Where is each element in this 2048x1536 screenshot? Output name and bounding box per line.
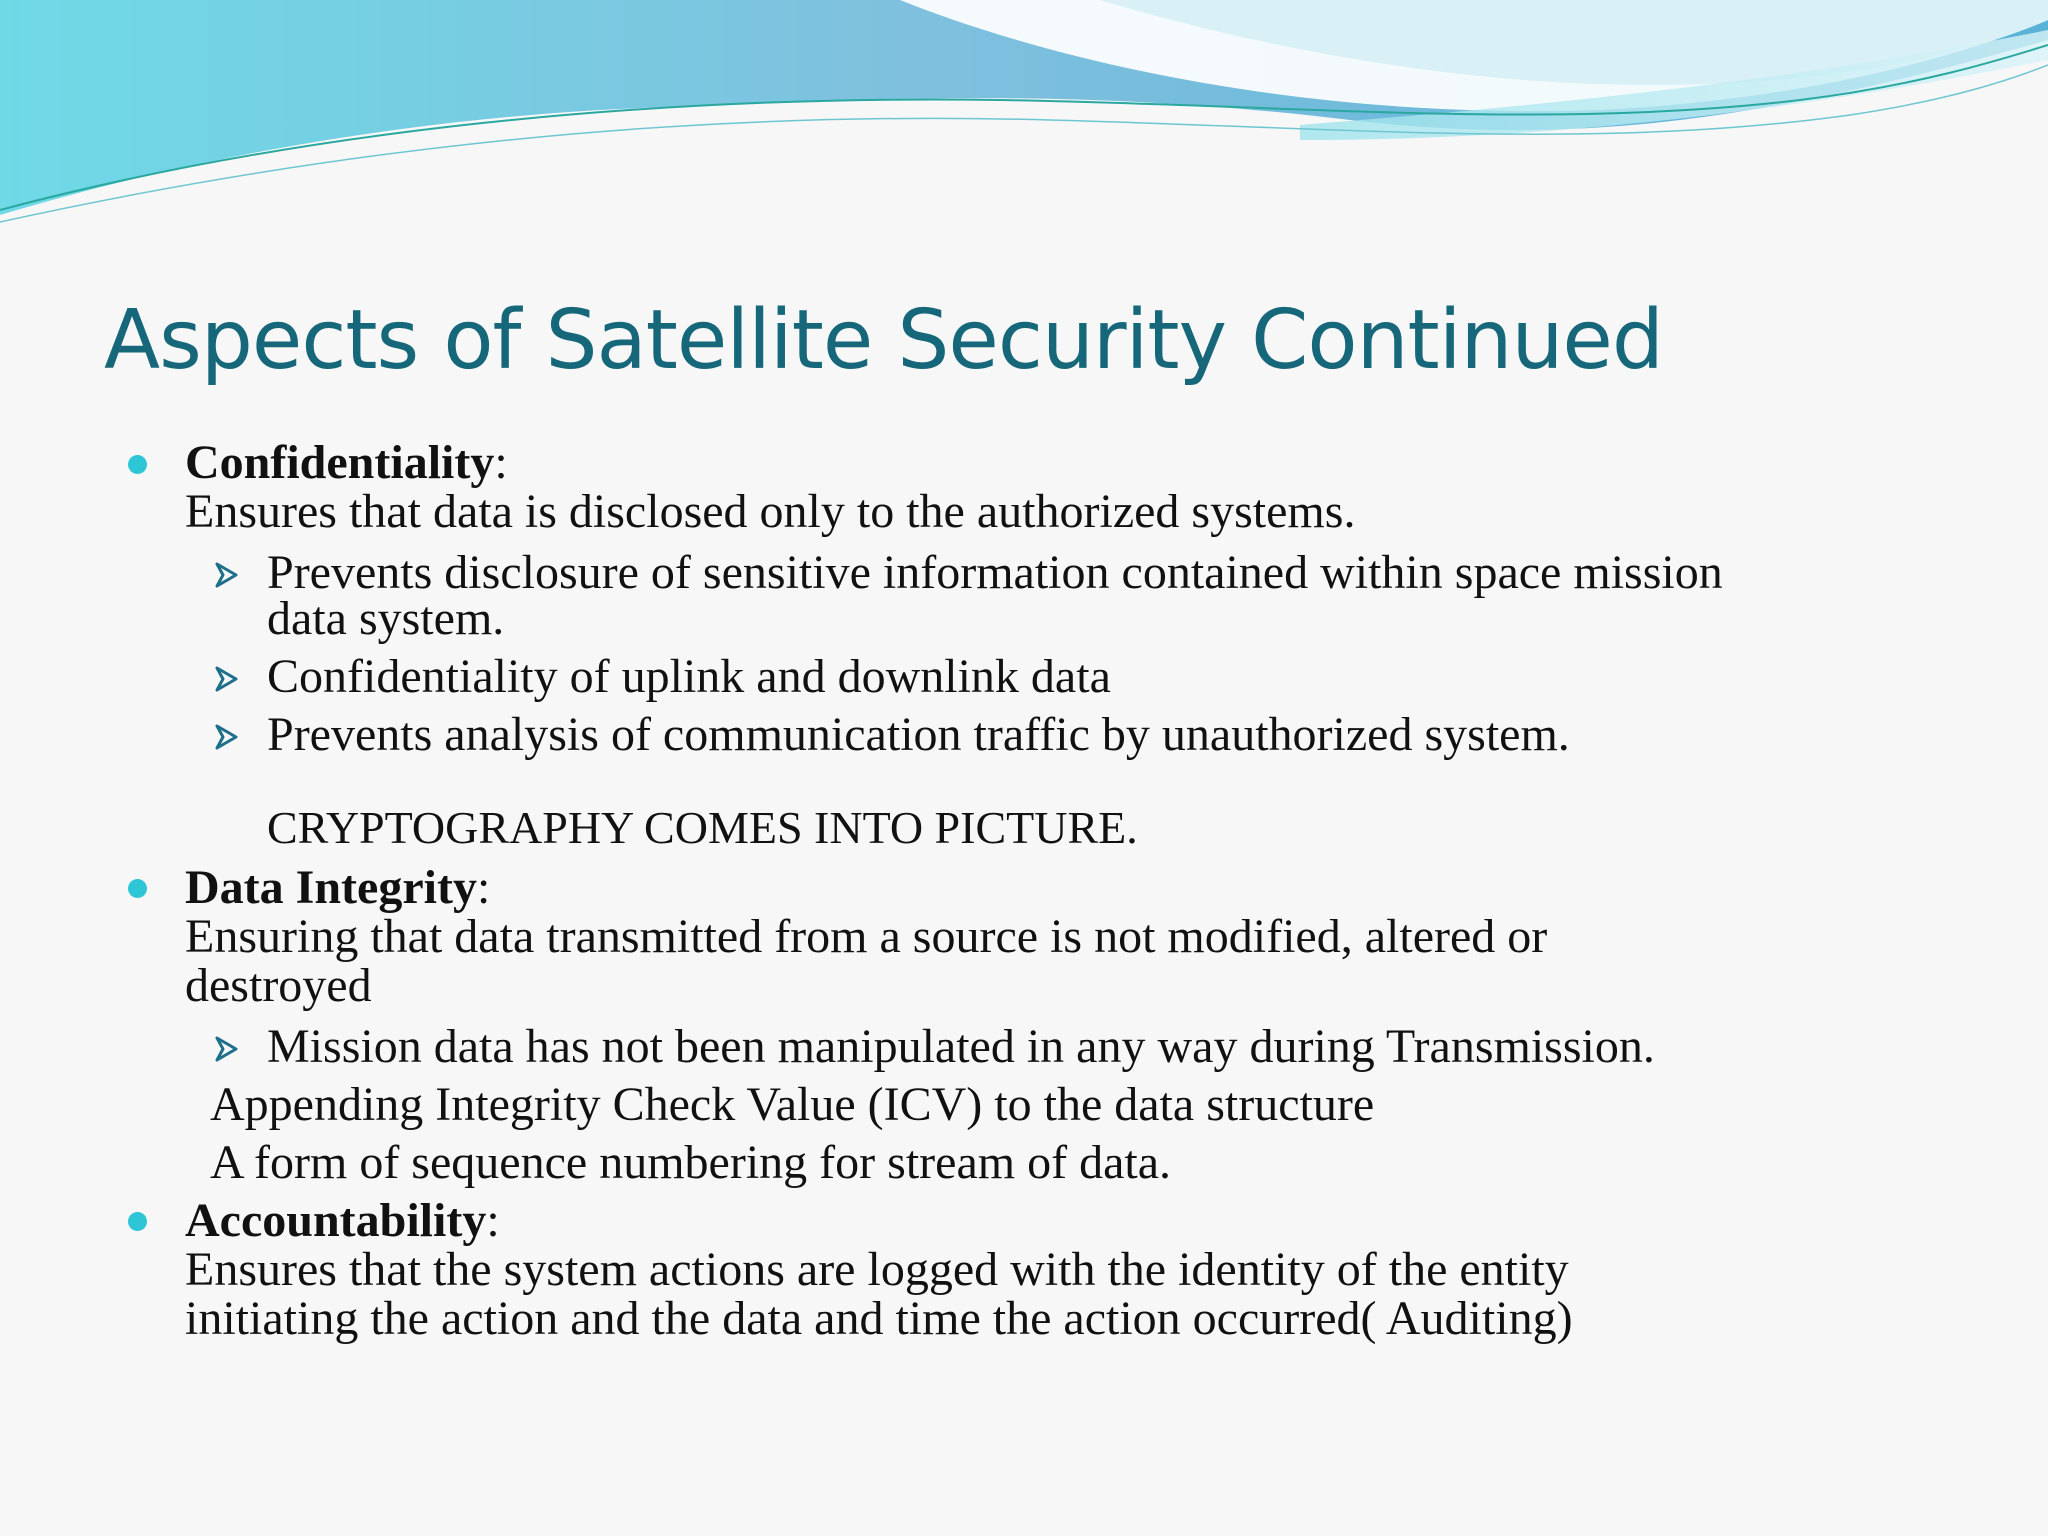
sub-item-text: Confidentiality of uplink and downlink data: [267, 650, 1111, 703]
heading-text: Data Integrity: [185, 861, 477, 914]
sub-item-text: Mission data has not been manipulated in any way during Transmission.: [267, 1020, 1655, 1073]
arrow-bullet-icon: [214, 664, 240, 694]
arrow-bullet-icon: [214, 560, 240, 590]
heading-colon: :: [476, 861, 491, 914]
arrow-bullet-icon: [214, 722, 240, 752]
heading-colon: :: [486, 1194, 500, 1247]
heading-colon: :: [494, 436, 508, 489]
sub-item-text: Prevents analysis of communication traffic by unauthorized system.: [267, 708, 1570, 761]
header-wave-decoration: [0, 0, 2048, 240]
section-heading-confidentiality: [185, 436, 508, 489]
cryptography-note: CRYPTOGRAPHY COMES INTO PICTURE.: [267, 802, 1138, 853]
heading-text: Confidentiality: [185, 436, 495, 489]
section-description-line: initiating the action and the data and time the action occurred( Auditing): [185, 1292, 1573, 1345]
section-heading-accountability: [185, 1194, 500, 1247]
section-description-line: Ensures that the system actions are logged with the identity of the entity: [185, 1243, 1569, 1296]
heading-text: Accountability: [185, 1194, 487, 1247]
integrity-plain-line: Appending Integrity Check Value (ICV) to the data structure: [210, 1078, 1375, 1131]
sub-item-text-continued: data system.: [267, 592, 505, 645]
bullet-dot-confidentiality: [128, 455, 147, 474]
arrow-bullet-icon: [214, 1034, 240, 1064]
bullet-dot-data-integrity: [128, 879, 147, 898]
section-description-line: destroyed: [185, 959, 372, 1012]
sub-item-text: Prevents disclosure of sensitive information contained within space mission: [267, 546, 1723, 599]
section-description-line: Ensures that data is disclosed only to the authorized systems.: [185, 485, 1356, 538]
section-heading-data-integrity: [185, 861, 491, 914]
section-description-line: Ensuring that data transmitted from a source is not modified, altered or: [185, 910, 1548, 963]
bullet-dot-accountability: [128, 1212, 147, 1231]
integrity-plain-line: A form of sequence numbering for stream of data.: [210, 1136, 1172, 1189]
slide-title: Aspects of Satellite Security Continued: [104, 293, 1663, 388]
